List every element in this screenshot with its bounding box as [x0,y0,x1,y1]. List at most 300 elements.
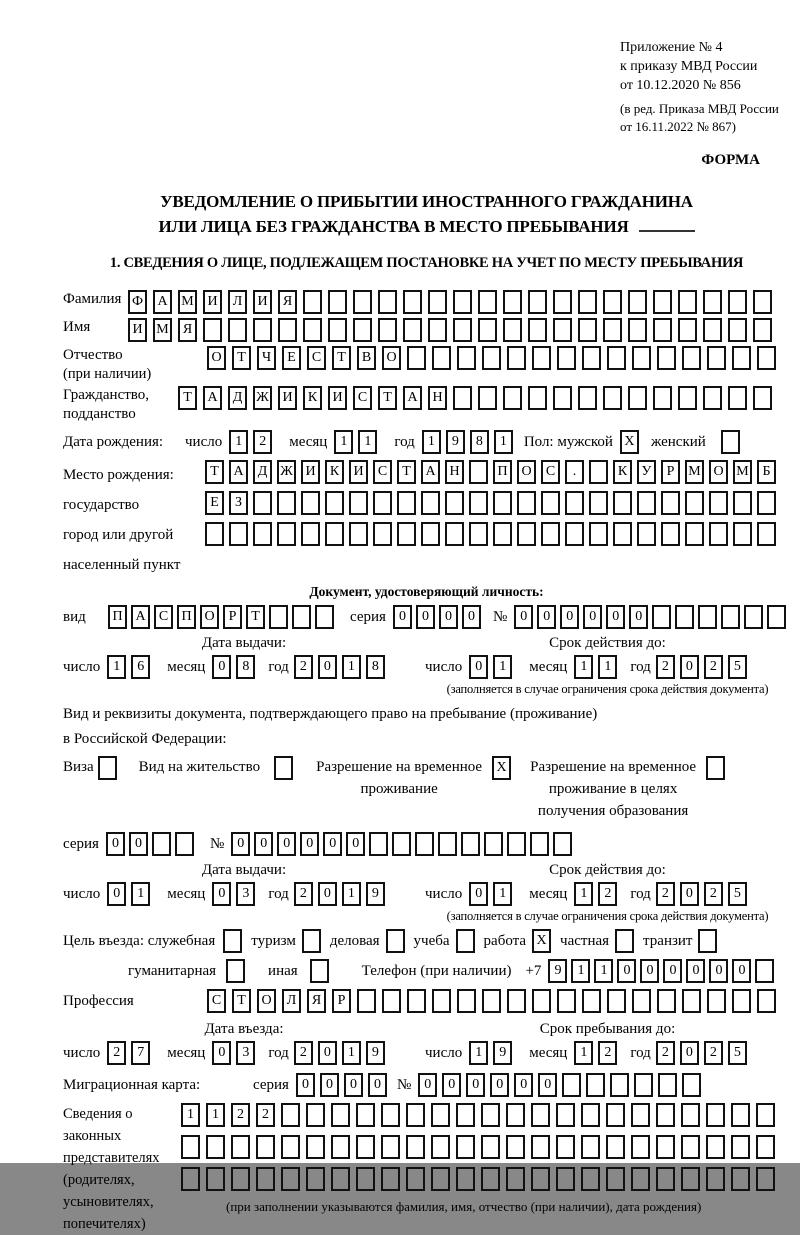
purpose-rabota-checkbox[interactable]: X [532,929,551,953]
expiry-day-cell[interactable]: 1 [493,882,512,906]
surname-cell[interactable] [503,290,522,314]
birthplace-cell[interactable] [445,522,464,546]
doc-series-cell[interactable]: 0 [439,605,458,629]
entry-year-cell[interactable]: 1 [342,1041,361,1065]
residence-number-cell[interactable] [438,832,457,856]
birthplace-cell[interactable] [301,522,320,546]
doc-type-cell[interactable]: А [131,605,150,629]
residence-number-cell[interactable] [530,832,549,856]
birthplace-cell[interactable] [229,522,248,546]
birth-day-cell[interactable]: 2 [253,430,272,454]
doc-number-cell[interactable]: 0 [583,605,602,629]
profession-cell[interactable] [382,989,401,1013]
legal-rep-cell[interactable]: 1 [206,1103,225,1127]
legal-rep-cell[interactable] [731,1135,750,1159]
profession-cell[interactable]: О [257,989,276,1013]
legal-rep-cell[interactable] [681,1135,700,1159]
firstname-cell[interactable] [453,318,472,342]
legal-rep-cell[interactable] [506,1167,525,1191]
residence-number-cell[interactable]: 0 [254,832,273,856]
stay-year-cell[interactable]: 5 [728,1041,747,1065]
profession-cell[interactable]: С [207,989,226,1013]
surname-cell[interactable]: Ф [128,290,147,314]
legal-rep-cell[interactable] [556,1103,575,1127]
issue-day-cell[interactable]: 1 [107,655,126,679]
firstname-cell[interactable] [578,318,597,342]
profession-cell[interactable] [682,989,701,1013]
phone-cell[interactable]: 0 [732,959,751,983]
surname-cell[interactable] [578,290,597,314]
surname-cell[interactable] [478,290,497,314]
expiry-year-cell[interactable]: 2 [704,882,723,906]
legal-rep-cell[interactable]: 1 [181,1103,200,1127]
birthplace-cell[interactable] [637,522,656,546]
birthplace-cell[interactable] [709,522,728,546]
birthplace-cell[interactable]: И [349,460,368,484]
legal-rep-cell[interactable] [706,1135,725,1159]
patronymic-cell[interactable] [557,346,576,370]
legal-rep-cell[interactable] [181,1167,200,1191]
firstname-cell[interactable] [753,318,772,342]
doc-type-cell[interactable]: С [154,605,173,629]
birthplace-cell[interactable] [637,491,656,515]
patronymic-cell[interactable]: Т [332,346,351,370]
doc-number-cell[interactable] [675,605,694,629]
phone-cell[interactable]: 0 [686,959,705,983]
birthplace-cell[interactable]: Д [253,460,272,484]
citizenship-cell[interactable] [628,386,647,410]
birthplace-cell[interactable] [541,522,560,546]
surname-cell[interactable]: И [203,290,222,314]
migration-series-cell[interactable]: 0 [344,1073,363,1097]
legal-rep-cell[interactable] [581,1103,600,1127]
legal-rep-cell[interactable] [406,1167,425,1191]
firstname-cell[interactable] [278,318,297,342]
birthplace-cell[interactable] [757,491,776,515]
birth-day-cell[interactable]: 1 [229,430,248,454]
legal-rep-cell[interactable] [406,1135,425,1159]
firstname-cell[interactable] [353,318,372,342]
legal-rep-cell[interactable] [306,1135,325,1159]
doc-number-cell[interactable] [744,605,763,629]
legal-rep-cell[interactable] [531,1103,550,1127]
firstname-cell[interactable] [203,318,222,342]
profession-cell[interactable] [757,989,776,1013]
profession-cell[interactable] [657,989,676,1013]
doc-series-cell[interactable]: 0 [462,605,481,629]
citizenship-cell[interactable] [453,386,472,410]
doc-number-cell[interactable]: 0 [629,605,648,629]
legal-rep-cell[interactable] [356,1167,375,1191]
patronymic-cell[interactable]: С [307,346,326,370]
legal-rep-cell[interactable] [656,1135,675,1159]
residence-number-cell[interactable]: 0 [231,832,250,856]
issue-year-cell[interactable]: 2 [294,655,313,679]
citizenship-cell[interactable] [478,386,497,410]
residence-number-cell[interactable] [553,832,572,856]
firstname-cell[interactable] [428,318,447,342]
legal-rep-cell[interactable] [556,1135,575,1159]
patronymic-cell[interactable]: Е [282,346,301,370]
migration-number-cell[interactable] [586,1073,605,1097]
citizenship-cell[interactable] [753,386,772,410]
surname-cell[interactable]: Я [278,290,297,314]
residence-number-cell[interactable]: 0 [323,832,342,856]
birthplace-cell[interactable]: Ж [277,460,296,484]
profession-cell[interactable] [632,989,651,1013]
citizenship-cell[interactable]: А [203,386,222,410]
surname-cell[interactable] [353,290,372,314]
doc-type-cell[interactable]: Р [223,605,242,629]
phone-cell[interactable]: 0 [640,959,659,983]
birthplace-cell[interactable] [469,522,488,546]
migration-series-cell[interactable]: 0 [296,1073,315,1097]
legal-rep-cell[interactable] [531,1135,550,1159]
legal-rep-cell[interactable] [581,1135,600,1159]
issue-month-cell[interactable]: 3 [236,882,255,906]
profession-cell[interactable] [707,989,726,1013]
birthplace-cell[interactable]: К [325,460,344,484]
birthplace-cell[interactable]: З [229,491,248,515]
birthplace-cell[interactable] [709,491,728,515]
sex-female-checkbox[interactable] [721,430,740,454]
citizenship-cell[interactable] [528,386,547,410]
birth-year-cell[interactable]: 1 [494,430,513,454]
patronymic-cell[interactable] [582,346,601,370]
doc-type-cell[interactable] [292,605,311,629]
migration-series-cell[interactable]: 0 [368,1073,387,1097]
birth-month-cell[interactable]: 1 [358,430,377,454]
doc-type-cell[interactable] [315,605,334,629]
legal-rep-cell[interactable] [431,1103,450,1127]
residence-series-cell[interactable]: 0 [129,832,148,856]
firstname-cell[interactable]: М [153,318,172,342]
patronymic-cell[interactable] [532,346,551,370]
firstname-cell[interactable] [653,318,672,342]
birthplace-cell[interactable] [325,522,344,546]
legal-rep-cell[interactable] [256,1135,275,1159]
profession-cell[interactable] [407,989,426,1013]
stay-month-cell[interactable]: 1 [574,1041,593,1065]
birthplace-cell[interactable]: А [229,460,248,484]
firstname-cell[interactable] [728,318,747,342]
issue-year-cell[interactable]: 1 [342,882,361,906]
residence-series-cell[interactable]: 0 [106,832,125,856]
phone-cell[interactable]: 0 [709,959,728,983]
birthplace-cell[interactable] [445,491,464,515]
legal-rep-cell[interactable] [381,1167,400,1191]
legal-rep-cell[interactable] [631,1103,650,1127]
birthplace-cell[interactable]: С [373,460,392,484]
migration-number-cell[interactable] [682,1073,701,1097]
legal-rep-cell[interactable] [281,1167,300,1191]
issue-year-cell[interactable]: 0 [318,655,337,679]
firstname-cell[interactable] [678,318,697,342]
firstname-cell[interactable] [553,318,572,342]
birth-year-cell[interactable]: 9 [446,430,465,454]
migration-number-cell[interactable]: 0 [466,1073,485,1097]
expiry-year-cell[interactable]: 2 [656,882,675,906]
birthplace-cell[interactable] [277,522,296,546]
birthplace-cell[interactable] [205,522,224,546]
residence-number-cell[interactable] [415,832,434,856]
birthplace-cell[interactable] [469,460,488,484]
legal-rep-cell[interactable] [331,1167,350,1191]
legal-rep-cell[interactable] [431,1135,450,1159]
birth-year-cell[interactable]: 8 [470,430,489,454]
legal-rep-cell[interactable] [756,1135,775,1159]
doc-series-cell[interactable]: 0 [416,605,435,629]
issue-day-cell[interactable]: 0 [107,882,126,906]
patronymic-cell[interactable] [632,346,651,370]
birthplace-cell[interactable]: С [541,460,560,484]
purpose-chastnaya-checkbox[interactable] [615,929,634,953]
firstname-cell[interactable] [528,318,547,342]
birthplace-cell[interactable] [517,491,536,515]
surname-cell[interactable] [528,290,547,314]
stay-month-cell[interactable]: 2 [598,1041,617,1065]
birthplace-cell[interactable] [757,522,776,546]
residence-permit-checkbox[interactable] [274,756,293,780]
legal-rep-cell[interactable] [356,1135,375,1159]
birthplace-cell[interactable]: М [685,460,704,484]
surname-cell[interactable] [553,290,572,314]
issue-day-cell[interactable]: 1 [131,882,150,906]
citizenship-cell[interactable]: И [328,386,347,410]
birthplace-cell[interactable] [685,522,704,546]
birthplace-cell[interactable]: П [493,460,512,484]
birthplace-cell[interactable] [661,522,680,546]
issue-year-cell[interactable]: 1 [342,655,361,679]
migration-number-cell[interactable]: 0 [490,1073,509,1097]
legal-rep-cell[interactable] [331,1103,350,1127]
legal-rep-cell[interactable] [581,1167,600,1191]
legal-rep-cell[interactable] [631,1167,650,1191]
stay-year-cell[interactable]: 2 [704,1041,723,1065]
surname-cell[interactable]: М [178,290,197,314]
legal-rep-cell[interactable] [281,1135,300,1159]
citizenship-cell[interactable]: Ж [253,386,272,410]
firstname-cell[interactable] [478,318,497,342]
citizenship-cell[interactable]: И [278,386,297,410]
patronymic-cell[interactable]: Ч [257,346,276,370]
legal-rep-cell[interactable] [206,1135,225,1159]
residence-number-cell[interactable]: 0 [277,832,296,856]
doc-number-cell[interactable] [721,605,740,629]
profession-cell[interactable] [582,989,601,1013]
firstname-cell[interactable]: Я [178,318,197,342]
legal-rep-cell[interactable] [631,1135,650,1159]
issue-month-cell[interactable]: 0 [212,655,231,679]
legal-rep-cell[interactable] [256,1167,275,1191]
legal-rep-cell[interactable] [456,1103,475,1127]
phone-cell[interactable]: 0 [663,959,682,983]
profession-cell[interactable] [357,989,376,1013]
phone-cell[interactable] [755,959,774,983]
migration-number-cell[interactable]: 0 [442,1073,461,1097]
phone-cell[interactable]: 1 [571,959,590,983]
profession-cell[interactable] [507,989,526,1013]
citizenship-cell[interactable] [603,386,622,410]
expiry-year-cell[interactable]: 2 [656,655,675,679]
birthplace-cell[interactable] [301,491,320,515]
migration-number-cell[interactable]: 0 [514,1073,533,1097]
surname-cell[interactable] [728,290,747,314]
entry-month-cell[interactable]: 3 [236,1041,255,1065]
legal-rep-cell[interactable] [756,1103,775,1127]
birthplace-cell[interactable] [421,522,440,546]
birthplace-cell[interactable] [469,491,488,515]
patronymic-cell[interactable]: В [357,346,376,370]
legal-rep-cell[interactable] [506,1103,525,1127]
profession-cell[interactable] [732,989,751,1013]
purpose-delovaya-checkbox[interactable] [386,929,405,953]
citizenship-cell[interactable] [553,386,572,410]
birthplace-cell[interactable] [397,522,416,546]
birthplace-cell[interactable] [373,491,392,515]
legal-rep-cell[interactable] [681,1167,700,1191]
legal-rep-cell[interactable] [606,1103,625,1127]
birthplace-cell[interactable] [589,460,608,484]
citizenship-cell[interactable]: Н [428,386,447,410]
birthplace-cell[interactable] [685,491,704,515]
phone-cell[interactable]: 9 [548,959,567,983]
legal-rep-cell[interactable] [656,1167,675,1191]
residence-number-cell[interactable] [392,832,411,856]
profession-cell[interactable] [432,989,451,1013]
legal-rep-cell[interactable] [706,1103,725,1127]
visa-checkbox[interactable] [98,756,117,780]
birthplace-cell[interactable] [661,491,680,515]
issue-month-cell[interactable]: 8 [236,655,255,679]
birthplace-cell[interactable] [253,522,272,546]
legal-rep-cell[interactable] [681,1103,700,1127]
entry-year-cell[interactable]: 9 [366,1041,385,1065]
legal-rep-cell[interactable] [706,1167,725,1191]
patronymic-cell[interactable] [757,346,776,370]
legal-rep-cell[interactable] [456,1167,475,1191]
birthplace-cell[interactable]: Н [445,460,464,484]
birthplace-cell[interactable]: О [709,460,728,484]
migration-number-cell[interactable]: 0 [418,1073,437,1097]
doc-number-cell[interactable] [698,605,717,629]
migration-number-cell[interactable] [658,1073,677,1097]
expiry-year-cell[interactable]: 2 [704,655,723,679]
firstname-cell[interactable] [603,318,622,342]
legal-rep-cell[interactable] [481,1135,500,1159]
legal-rep-cell[interactable] [731,1103,750,1127]
firstname-cell[interactable] [228,318,247,342]
residence-number-cell[interactable] [484,832,503,856]
profession-cell[interactable] [557,989,576,1013]
expiry-month-cell[interactable]: 2 [598,882,617,906]
citizenship-cell[interactable] [578,386,597,410]
citizenship-cell[interactable] [678,386,697,410]
profession-cell[interactable]: Т [232,989,251,1013]
birthplace-cell[interactable] [613,522,632,546]
entry-day-cell[interactable]: 7 [131,1041,150,1065]
birthplace-cell[interactable]: О [517,460,536,484]
birthplace-cell[interactable]: У [637,460,656,484]
doc-type-cell[interactable] [269,605,288,629]
residence-number-cell[interactable]: 0 [346,832,365,856]
citizenship-cell[interactable]: Т [178,386,197,410]
legal-rep-cell[interactable] [606,1167,625,1191]
entry-year-cell[interactable]: 2 [294,1041,313,1065]
birthplace-cell[interactable]: Б [757,460,776,484]
birthplace-cell[interactable] [493,522,512,546]
firstname-cell[interactable] [303,318,322,342]
patronymic-cell[interactable] [732,346,751,370]
legal-rep-cell[interactable] [231,1167,250,1191]
patronymic-cell[interactable] [457,346,476,370]
birthplace-cell[interactable] [421,491,440,515]
legal-rep-cell[interactable] [456,1135,475,1159]
citizenship-cell[interactable] [653,386,672,410]
surname-cell[interactable]: Л [228,290,247,314]
temp-residence-education-checkbox[interactable] [706,756,725,780]
profession-cell[interactable] [607,989,626,1013]
surname-cell[interactable] [603,290,622,314]
residence-number-cell[interactable] [507,832,526,856]
migration-series-cell[interactable]: 0 [320,1073,339,1097]
birthplace-cell[interactable] [613,491,632,515]
citizenship-cell[interactable]: С [353,386,372,410]
issue-day-cell[interactable]: 6 [131,655,150,679]
legal-rep-cell[interactable] [331,1135,350,1159]
entry-year-cell[interactable]: 0 [318,1041,337,1065]
patronymic-cell[interactable] [482,346,501,370]
citizenship-cell[interactable]: А [403,386,422,410]
firstname-cell[interactable] [628,318,647,342]
expiry-month-cell[interactable]: 1 [574,882,593,906]
birthplace-cell[interactable] [397,491,416,515]
patronymic-cell[interactable]: Т [232,346,251,370]
expiry-month-cell[interactable]: 1 [574,655,593,679]
purpose-tranzit-checkbox[interactable] [698,929,717,953]
stay-year-cell[interactable]: 0 [680,1041,699,1065]
birthplace-cell[interactable] [541,491,560,515]
citizenship-cell[interactable] [703,386,722,410]
expiry-year-cell[interactable]: 5 [728,655,747,679]
expiry-year-cell[interactable]: 0 [680,655,699,679]
birthplace-cell[interactable] [277,491,296,515]
doc-number-cell[interactable]: 0 [514,605,533,629]
purpose-tourism-checkbox[interactable] [302,929,321,953]
birthplace-cell[interactable] [517,522,536,546]
birthplace-cell[interactable] [733,491,752,515]
purpose-inaya-checkbox[interactable] [310,959,329,983]
legal-rep-cell[interactable] [281,1103,300,1127]
residence-series-cell[interactable] [175,832,194,856]
issue-year-cell[interactable]: 2 [294,882,313,906]
profession-cell[interactable] [457,989,476,1013]
doc-series-cell[interactable]: 0 [393,605,412,629]
patronymic-cell[interactable] [682,346,701,370]
stay-day-cell[interactable]: 9 [493,1041,512,1065]
surname-cell[interactable] [753,290,772,314]
citizenship-cell[interactable] [503,386,522,410]
migration-number-cell[interactable] [634,1073,653,1097]
legal-rep-cell[interactable] [606,1135,625,1159]
birthplace-cell[interactable] [589,522,608,546]
birth-year-cell[interactable]: 1 [422,430,441,454]
issue-month-cell[interactable]: 0 [212,882,231,906]
expiry-day-cell[interactable]: 0 [469,882,488,906]
residence-number-cell[interactable] [369,832,388,856]
birthplace-cell[interactable] [349,522,368,546]
purpose-business-checkbox[interactable] [223,929,242,953]
